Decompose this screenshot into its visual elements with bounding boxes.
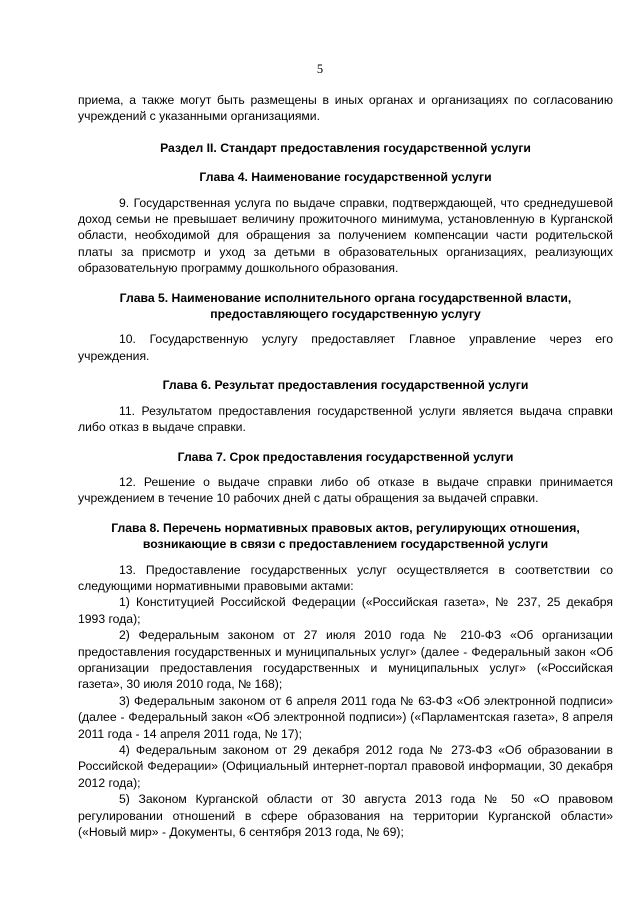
- chapter-8-title-line-2: возникающие в связи с предоставлением государственной услуги: [142, 537, 549, 552]
- chapter-5-title-line-1: Глава 5. Наименование исполнительного органа государственной власти,: [119, 290, 572, 305]
- list-item: 4) Федеральным законом от 29 декабря 2012 года № 273-ФЗ «Об образовании в Российской Федерации» (Официальный интернет-портал правовой информации, 30 декабря 2012 года);: [78, 743, 613, 790]
- paragraph-11: 11. Результатом предоставления государственной услуги является выдача справки либо отказ в выдаче справки.: [78, 403, 613, 435]
- chapter-6-title: Глава 6. Результат предоставления государственной услуги: [162, 378, 529, 393]
- page-number: 5: [316, 62, 324, 76]
- paragraph-13: 13. Предоставление государственных услуг осуществляется в соответствии со следующими нормативными правовыми актами:: [78, 562, 613, 593]
- chapter-8-title: [78, 520, 613, 553]
- chapter-7-title: Глава 7. Срок предоставления государственной услуги: [177, 449, 514, 464]
- paragraph-9: 9. Государственная услуга по выдаче справки, подтверждающей, что среднедушевой доход семьи не превышает величину прожиточного минимума, установленную в Курганской области, необходимой для обращения за получением компенсации части родительской платы за присмотр и уход за детьми в образовательных организациях, реализующих образовательную программу дошкольного образования.: [78, 195, 613, 276]
- chapter-5-title-line-2: предоставляющего государственную услугу: [210, 307, 481, 322]
- list-item: 5) Законом Курганской области от 30 августа 2013 года № 50 «О правовом регулировании отношений в сфере образования на территории Курганской области» («Новый мир» - Документы, 6 сентября 2013 года, № 69);: [78, 792, 613, 840]
- list-item: 2) Федеральным законом от 27 июля 2010 года № 210-ФЗ «Об организации предоставления государственных и муниципальных услуг» (далее - Федеральный закон «Об организации предоставления государственных и муниципальных услуг» («Российская газета», 30 июля 2010 года, № 168);: [78, 628, 613, 692]
- paragraph-10: 10. Государственную услугу предоставляет Главное управление через его учреждения.: [78, 332, 613, 363]
- list-item: 1) Конституцией Российской Федерации («Российская газета», № 237, 25 декабря 1993 года);: [78, 595, 613, 626]
- chapter-4-title: Глава 4. Наименование государственной услуги: [199, 170, 492, 185]
- chapter-8-title-line-1: Глава 8. Перечень нормативных правовых актов, регулирующих отношения,: [111, 520, 580, 535]
- paragraph-12: 12. Решение о выдаче справки либо об отказе в выдаче справки принимается учреждением в течение 10 рабочих дней с даты обращения за выдачей справки.: [78, 474, 613, 506]
- section-title: Раздел II. Стандарт предоставления государственной услуги: [160, 140, 531, 155]
- list-item: 3) Федеральным законом от 6 апреля 2011 года № 63-ФЗ «Об электронной подписи» (далее - Федеральный закон «Об электронной подписи») («Парламентская газета», 8 апреля 2011 года - 14 апреля 2011 года, № 17);: [78, 693, 613, 741]
- intro-paragraph: приема, а также могут быть размещены в иных органах и организациях по согласованию учреждений с указанными организациями.: [78, 93, 613, 124]
- document-body: [78, 92, 613, 840]
- chapter-5-title: [78, 290, 613, 323]
